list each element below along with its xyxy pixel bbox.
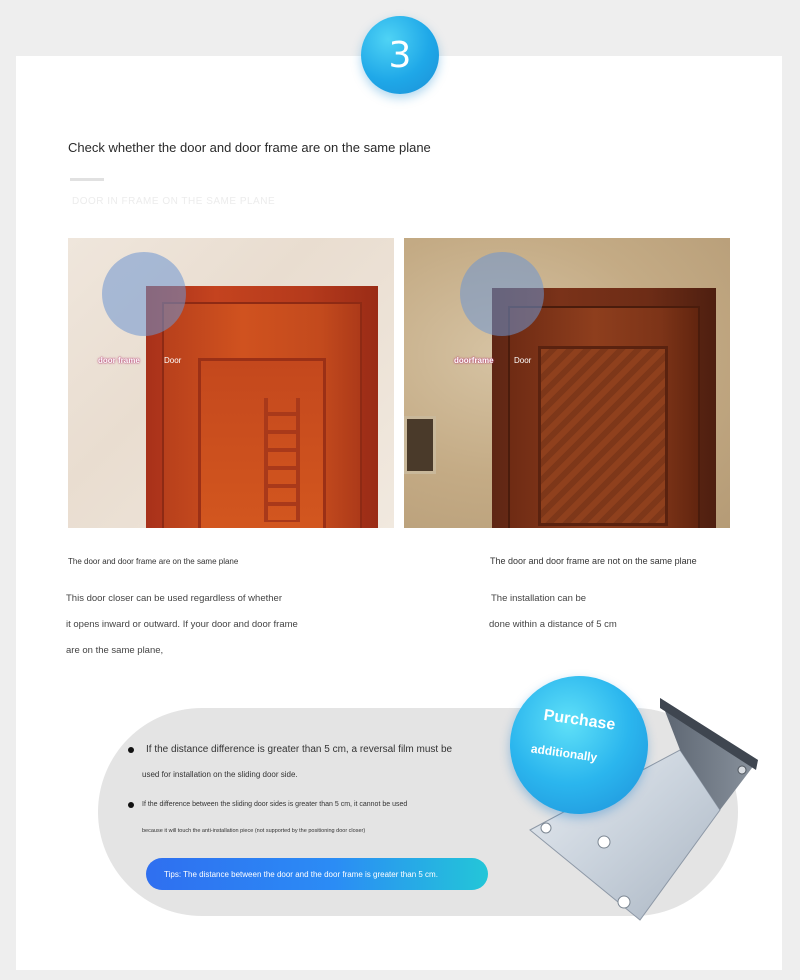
badge-line-1: Purchase bbox=[542, 706, 617, 734]
bullet-icon bbox=[128, 802, 134, 808]
badge-line-2: additionally bbox=[530, 741, 599, 765]
wall-switch bbox=[404, 416, 436, 474]
title-divider bbox=[70, 178, 104, 181]
description-line: This door closer can be used regardless of whether bbox=[66, 593, 282, 604]
section-title: Check whether the door and door frame are on the same plane bbox=[68, 140, 431, 155]
description-line: it opens inward or outward. If your door and door frame bbox=[66, 619, 298, 630]
door-tag: Door bbox=[514, 356, 532, 365]
note-1-line-1: If the distance difference is greater than 5 cm, a reversal film must be bbox=[146, 744, 453, 755]
note-2-line-1: If the difference between the sliding door sides is greater than 5 cm, it cannot be used bbox=[142, 801, 408, 808]
door-tag: Door bbox=[164, 356, 182, 365]
description-line: done within a distance of 5 cm bbox=[489, 619, 617, 630]
door-panel bbox=[198, 358, 326, 528]
highlight-circle bbox=[102, 252, 186, 336]
section-subtitle: DOOR IN FRAME ON THE SAME PLANE bbox=[72, 196, 276, 207]
note-1-line-2: used for installation on the sliding door side. bbox=[142, 770, 298, 779]
photo-not-same-plane bbox=[404, 238, 730, 528]
note-2-line-2: because it will touch the anti-installation piece (not supported by the positioning door closer) bbox=[142, 828, 366, 834]
highlight-circle bbox=[460, 252, 544, 336]
left-description bbox=[66, 586, 298, 664]
door-ornament bbox=[264, 398, 300, 522]
step-number-badge: 3 bbox=[361, 16, 439, 94]
bullet-icon bbox=[128, 747, 134, 753]
tips-banner: Tips: The distance between the door and the door frame is greater than 5 cm. bbox=[146, 858, 488, 890]
description-line: The installation can be bbox=[491, 593, 587, 604]
door-frame-tag: door frame bbox=[98, 356, 140, 365]
left-caption: The door and door frame are on the same plane bbox=[68, 557, 239, 566]
right-description bbox=[489, 586, 617, 638]
door-frame-tag: doorframe bbox=[454, 356, 494, 365]
description-line: are on the same plane, bbox=[66, 645, 164, 656]
photo-same-plane bbox=[68, 238, 394, 528]
door-panel bbox=[538, 346, 668, 526]
right-caption: The door and door frame are not on the same plane bbox=[490, 556, 697, 566]
